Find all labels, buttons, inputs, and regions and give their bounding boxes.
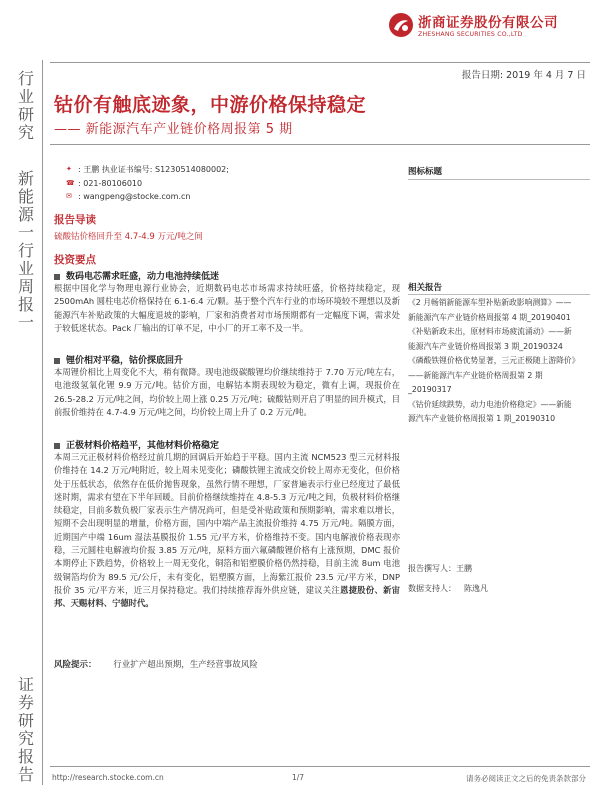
person-icon: ✦ (66, 165, 72, 173)
risk-text: 行业扩产超出预期，生产经营事故风险 (113, 660, 258, 670)
list-item[interactable]: 《磷酸铁锂价格优势显著，三元正极随上游降价》——新能源汽车产业链价格周报第 2 期_20190317 (408, 356, 576, 394)
analyst-name-row: ✦ : 王鹏 执业证书编号: S1230514080002; (66, 163, 229, 177)
list-item[interactable]: 《补贴新政未出，原材料市场疲流涌动》——新能源汽车产业链价格周报第 3 期_20190324 (408, 327, 572, 351)
footer-divider (50, 766, 590, 767)
section-3-body: 本周三元正极材料价格经过前几期的回调后开始趋于平稳。国内主流 NCM523 型三元材料报价维持在 14.2 万元/吨附近，较上周未见变化；磷酸铁锂主流成交价较上周亦无变化，但价格处于压低状态，依然存在低价抛售现象，虽然行情不理想，厂家普遍表示行业已经度过了最低迷时期，需求有望在下半年回暖。目前价格继续维持在 4.8-5.3 万元/吨之间，负极材料价格继续稳定，目前多数负极厂家表示生产情况尚可，但是受补贴政策和预期影响，需求难以增长，短期不会出现明显的增量，价格方面，国内中端产品主流报价维持 4.75 万元/吨。隔膜方面，近期国产中端 16um 湿法基膜报价 1.55 元/平方米，价格维持不变。国内电解液价格表现亦稳，三元圆柱电解液均价报 3.85 万元/吨，原料方面六氟磷酸锂价格有上涨预期，DMC 报价本期停止下跌趋势，价格较上一周无变化，铜箔和铝塑膜价格仍然持稳，目前主流 8um 电池级铜箔均价为 89.5 元/公斤，未有变化，铝塑膜方面，上海紫江报价 23.5 元/平方米，DNP 报价 35 元/平方米，近三月保持稳定。我们持续推荐海外供应链，建议关注恩捷股份、新宙邦、天赐材料、宁德时代。 (54, 452, 400, 609)
related-divider (408, 294, 590, 295)
left-category-label: 行 业 研 究 (17, 69, 34, 142)
phone-icon: ☎ (66, 178, 75, 187)
left-industry-label: 新 能 源 一 行 业 周 报 一 (17, 169, 34, 332)
analyst-info (66, 163, 229, 204)
related-reports-list (408, 296, 578, 427)
report-date: 报告日期: 2019 年 4 月 7 日 (461, 70, 586, 81)
email-icon: ✉ (66, 192, 72, 200)
left-footer-label: 证 券 研 究 报 告 (17, 675, 34, 784)
risk-note (54, 658, 258, 670)
page-number: 1/7 (292, 773, 305, 782)
page-subtitle: —— 新能源汽车产业链价格周报第 5 期 (54, 122, 293, 137)
left-vertical-divider (42, 60, 43, 785)
brand-logo (388, 10, 588, 44)
risk-label: 风险提示： (54, 660, 97, 670)
guide-text: 硫酸钴价格回升至 4.7-4.9 万元/吨之间 (54, 232, 203, 242)
list-item[interactable]: 《钴价延续跌势，动力电池价格稳定》——新能源汽车产业链价格周报第 1 期_20190310 (408, 399, 572, 423)
recommended-stocks: 恩捷股份、新宙邦、天赐材料、宁德时代。 (54, 584, 400, 609)
analyst-email-row: ✉ : wangpeng@stocke.com.cn (66, 190, 229, 204)
related-heading: 相关报告 (408, 283, 443, 293)
list-item[interactable]: 《2 月畅销新能源车型补贴新政影响测算》——新能源汽车产业链价格周报第 4 期_20190401 (408, 298, 572, 322)
support-row: 数据支持人： 陈逸凡 (408, 584, 488, 593)
section-2-body: 本周锂价相比上周变化不大，稍有微降。现电池级碳酸锂均价继续维持于 7.70 万元/吨左右，电池级氢氧化锂 9.9 万元/吨。钴价方面，电解钴本期表现较为稳定，微有上调，现报价在 26.5-28.2 万元/吨之间，均价较上周上涨 0.25 万元/吨；硫酸钴则开启了明显的回升模式，目前报价维持在 4.7-4.9 万元/吨之间，均价较上周上升了 0.2 万元/吨。 (54, 367, 400, 417)
author-row: 报告撰写人：王鹏 (408, 564, 472, 573)
analyst-phone-row: ☎ : 021-80106010 (66, 177, 229, 191)
footer-disclaimer: 请务必阅读正文之后的免责条款部分 (466, 774, 586, 783)
square-bullet-icon (54, 358, 60, 364)
investment-heading: 投资要点 (54, 254, 96, 266)
header-divider (50, 62, 590, 63)
brand-mark-icon (388, 12, 414, 38)
footer-url[interactable]: http://research.stocke.com.cn (52, 773, 164, 782)
section-3-title: 正极材料价格趋平，其他材料价格稳定 (54, 438, 219, 451)
square-bullet-icon (54, 274, 60, 280)
section-1-title: 数码电芯需求旺盛，动力电池持续低迷 (54, 269, 219, 282)
square-bullet-icon (54, 443, 60, 449)
title-divider (50, 144, 590, 145)
chart-label: 图标标题 (408, 167, 443, 177)
guide-heading: 报告导读 (54, 214, 96, 226)
brand-name-en: ZHESHANG SECURITIES CO.,LTD (418, 31, 523, 38)
page-title: 钴价有触底迹象，中游价格保持稳定 (54, 94, 367, 116)
brand-name-cn: 浙商证券股份有限公司 (418, 15, 558, 31)
chart-label-divider (408, 179, 590, 180)
section-1-body: 根据中国化学与物理电源行业协会，近期数码电芯市场需求持续旺盛，价格持续稳定，现 2500mAh 圆柱电芯价格保持在 6.1-6.4 元/颗。基于整个汽车行业的市场环境较不理想以及新能源汽车补贴政策的大幅度退坡的影响，厂家和消费者对市场预期都有一定幅度下调，需求处于较低迷状态。Pack 厂输出的订单不足，中小厂的开工率不及一半。 (54, 283, 400, 333)
section-2-title: 锂价相对平稳，钴价探底回升 (54, 353, 183, 366)
